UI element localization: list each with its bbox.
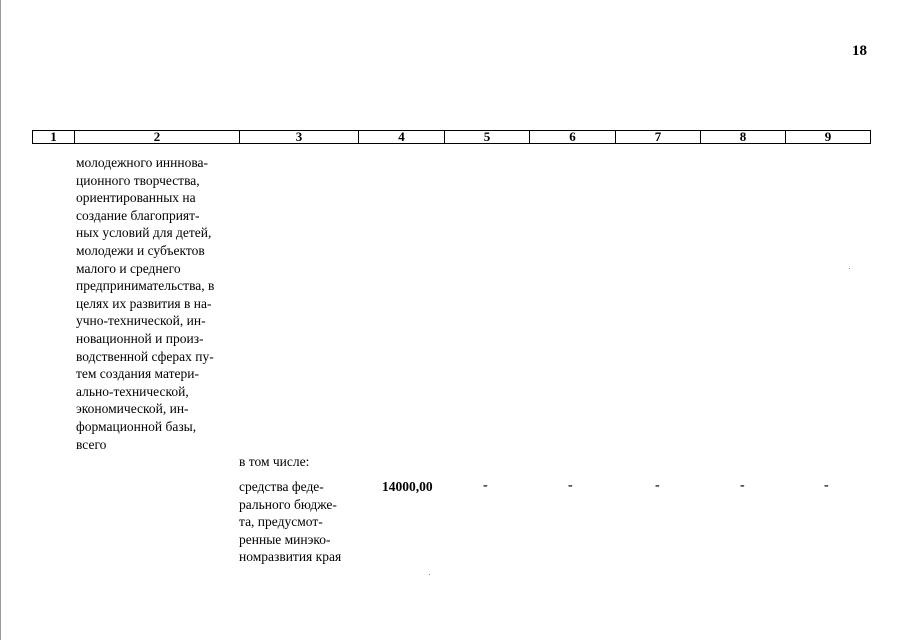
value-col6: - xyxy=(568,478,573,493)
column-header-7: 7 xyxy=(616,131,701,144)
description-line: малого и среднего xyxy=(76,260,181,276)
value-col5: - xyxy=(483,478,488,493)
source-line: номразвития края xyxy=(239,549,342,565)
source-line: средства феде- xyxy=(239,479,324,494)
description-line: формационной базы, xyxy=(76,418,197,434)
description-line: ционного творчества, xyxy=(76,172,200,188)
page-number: 18 xyxy=(852,43,867,59)
column-header-9: 9 xyxy=(786,131,871,144)
scan-speck xyxy=(849,268,850,269)
description-line: создание благоприят- xyxy=(76,207,200,223)
column-header-3: 3 xyxy=(240,131,359,144)
column-header-4: 4 xyxy=(359,131,445,144)
description-line: ориентированных на xyxy=(76,190,196,206)
description-line: ально-технической, xyxy=(76,383,189,399)
description-line: целях их развития в на- xyxy=(76,295,212,311)
description-line: предпринимательства, в xyxy=(76,278,215,294)
description-line: новационной и произ- xyxy=(76,330,204,346)
including-label: в том числе: xyxy=(239,454,310,469)
funding-source xyxy=(239,478,357,566)
column-number-header xyxy=(32,130,871,144)
description-line: молодежи и субъектов xyxy=(76,242,205,258)
value-col4: 14000,00 xyxy=(382,479,433,494)
description-line: молодежного инннова- xyxy=(76,155,209,170)
value-col8: - xyxy=(740,478,745,493)
value-col7: - xyxy=(655,478,660,493)
column-header-2: 2 xyxy=(75,131,240,144)
source-line: рального бюдже- xyxy=(239,496,337,512)
description-line: водственной сферах пу- xyxy=(76,348,214,364)
column-header-8: 8 xyxy=(701,131,786,144)
column-header-1: 1 xyxy=(33,131,75,144)
description-line: ных условий для детей, xyxy=(76,225,212,241)
description-line: учно-технической, ин- xyxy=(76,313,206,329)
column-header-6: 6 xyxy=(530,131,616,144)
source-line: ренные минэко- xyxy=(239,531,331,547)
description-line: экономической, ин- xyxy=(76,401,189,417)
source-line: та, предусмот- xyxy=(239,514,323,530)
scan-speck xyxy=(429,574,430,575)
description-line: тем создания матери- xyxy=(76,366,199,382)
description-line: всего xyxy=(76,436,107,452)
value-col9: - xyxy=(824,478,829,493)
page-left-edge xyxy=(0,0,1,640)
column-header-5: 5 xyxy=(445,131,530,144)
measure-description xyxy=(76,154,246,453)
